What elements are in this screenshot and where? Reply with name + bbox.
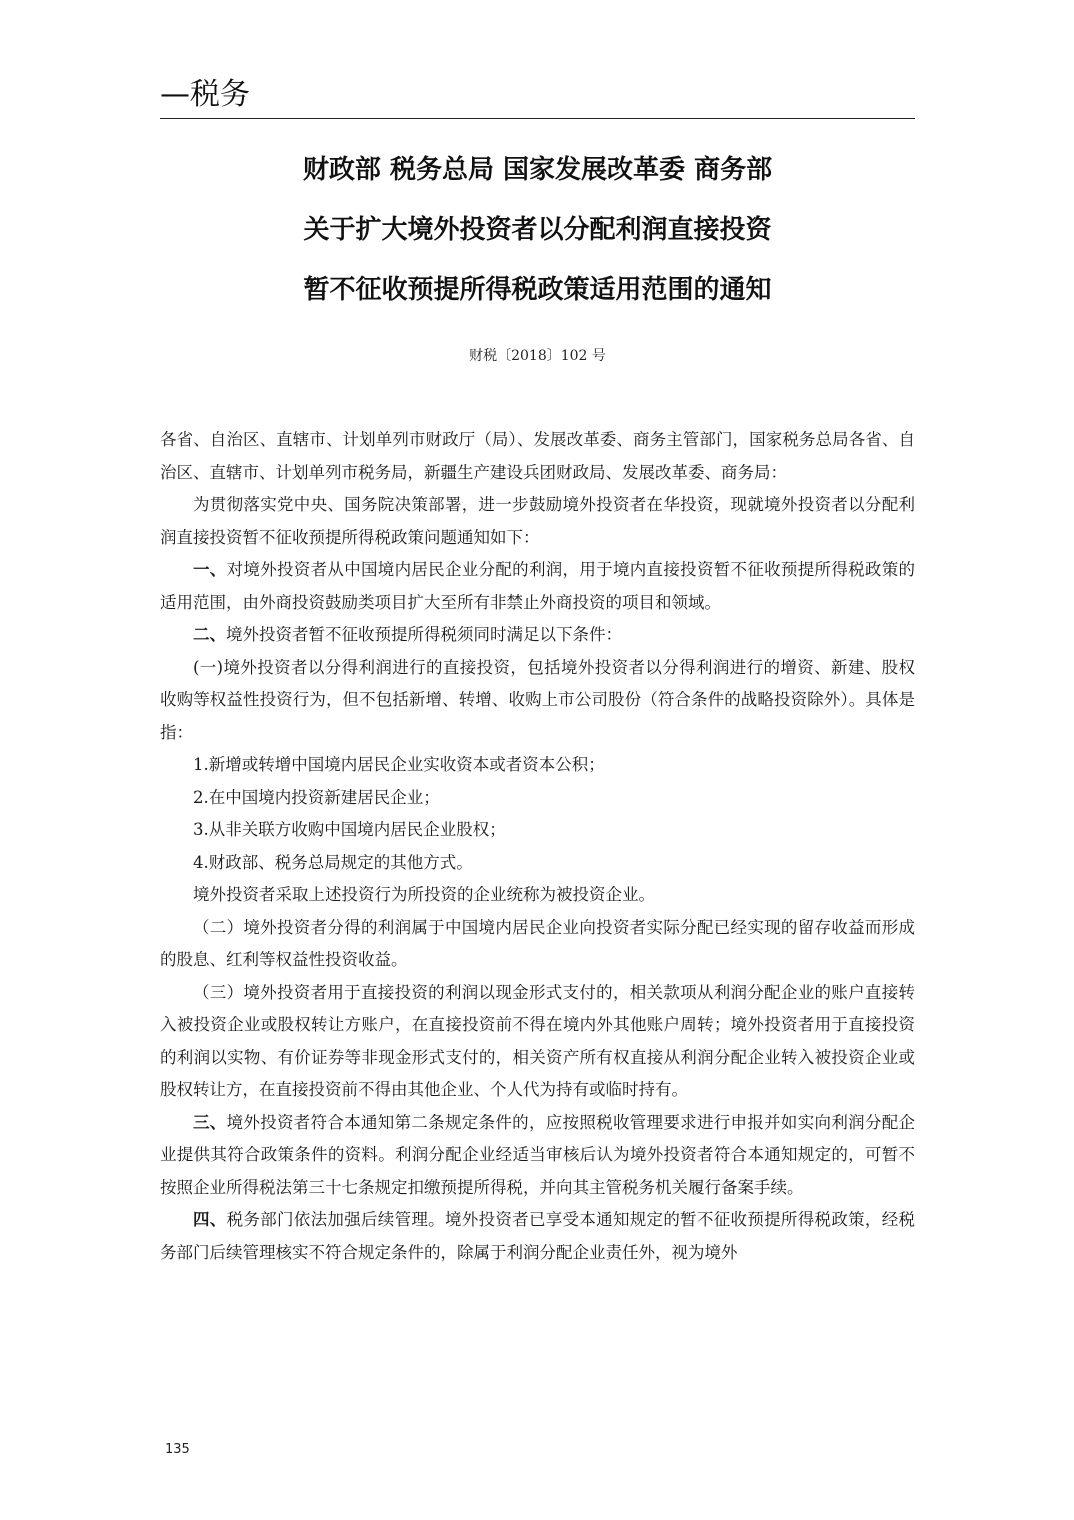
document-number: 财税〔2018〕102 号 — [469, 348, 606, 364]
list-item: 3.从非关联方收购中国境内居民企业股权； — [193, 820, 506, 839]
condition-3: （三）境外投资者用于直接投资的利润以现金形式支付的，相关款项从利润分配企业的账户直接转入被投资企业或股权转让方账户，在直接投资前不得在境内外其他账户周转；境外投资者用于直接投资的利润以实物、有价证券等非现金形式支付的，相关资产所有权直接从利润分配企业转入被投资企业或股权转让方，在直接投资前不得由其他企业、个人代为持有或临时持有。 — [160, 982, 915, 1099]
article-4 — [160, 1204, 915, 1269]
article-3-heading: 三、 — [193, 1112, 227, 1132]
document-title — [160, 140, 915, 320]
article-3-text: 境外投资者符合本通知第二条规定条件的，应按照税收管理要求进行申报并如实向利润分配企业提供其符合政策条件的资料。利润分配企业经适当审核后认为境外投资者符合本通知规定的，可暂不按照企业所得税法第三十七条规定扣缴预提所得税，并向其主管税务机关履行备案手续。 — [160, 1112, 916, 1197]
section-title: —税务 — [160, 77, 250, 112]
article-4-text: 税务部门依法加强后续管理。境外投资者已享受本通知规定的暂不征收预提所得税政策，经税务部门后续管理核实不符合规定条件的，除属于利润分配企业责任外，视为境外 — [160, 1210, 916, 1262]
article-1-text: 对境外投资者从中国境内居民企业分配的利润，用于境内直接投资暂不征收预提所得税政策的适用范围，由外商投资鼓励类项目扩大至所有非禁止外商投资的项目和领域。 — [160, 560, 916, 612]
title-line-1: 财政部 税务总局 国家发展改革委 商务部 — [302, 155, 773, 185]
article-3 — [160, 1107, 915, 1205]
article-1 — [160, 554, 915, 619]
running-header — [160, 76, 915, 119]
list-item: 2.在中国境内投资新建居民企业； — [193, 787, 440, 807]
list-item: 4.财政部、税务总局规定的其他方式。 — [193, 852, 473, 872]
condition-1: (一)境外投资者以分得利润进行的直接投资，包括境外投资者以分得利润进行的增资、新建、股权收购等权益性投资行为，但不包括新增、转增、收购上市公司股份（符合条件的战略投资除外）。具体是指： — [160, 657, 915, 742]
article-4-heading: 四、 — [193, 1210, 227, 1229]
page-number: 135 — [165, 1442, 190, 1457]
condition-1-note: 境外投资者采取上述投资行为所投资的企业统称为被投资企业。 — [193, 885, 655, 904]
title-line-2: 关于扩大境外投资者以分配利润直接投资 — [303, 215, 772, 245]
document-body — [160, 424, 915, 1269]
article-2-text: 境外投资者暂不征收预提所得税须同时满足以下条件： — [226, 625, 622, 644]
article-1-heading: 一、 — [193, 560, 227, 579]
list-item: 1.新增或转增中国境内居民企业实收资本或者资本公积； — [193, 755, 605, 774]
title-line-3: 暂不征收预提所得税政策适用范围的通知 — [303, 275, 772, 305]
article-2-heading: 二、 — [193, 625, 226, 644]
recipients-paragraph: 各省、自治区、直辖市、计划单列市财政厅（局）、发展改革委、商务主管部门，国家税务总局各省、自治区、直辖市、计划单列市税务局，新疆生产建设兵团财政局、发展改革委、商务局： — [160, 430, 915, 482]
condition-2: （二）境外投资者分得的利润属于中国境内居民企业向投资者实际分配已经实现的留存收益而形成的股息、红利等权益性投资收益。 — [160, 917, 915, 969]
intro-paragraph: 为贯彻落实党中央、国务院决策部署，进一步鼓励境外投资者在华投资，现就境外投资者以分配利润直接投资暂不征收预提所得税政策问题通知如下： — [160, 495, 915, 547]
article-2 — [160, 619, 915, 652]
